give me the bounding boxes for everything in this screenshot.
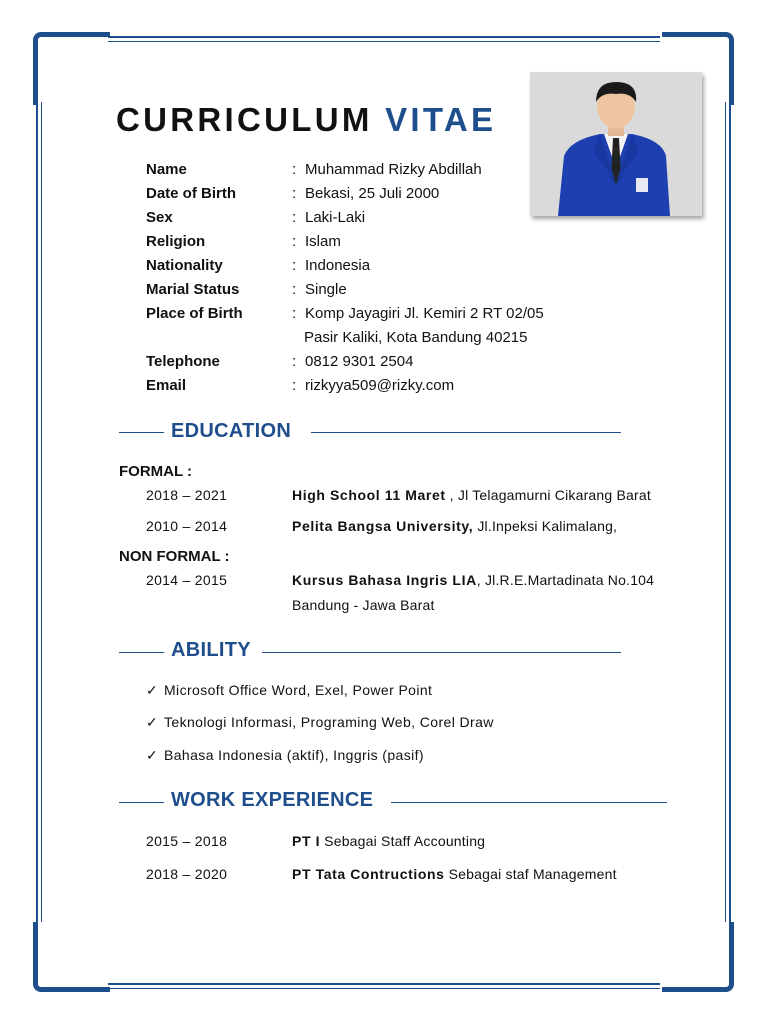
school-name: High School 11 Maret — [292, 487, 446, 503]
ability-item — [146, 714, 494, 731]
info-value: rizkyya509@rizky.com — [305, 377, 455, 394]
info-value: Islam — [305, 233, 341, 250]
education-heading: EDUCATION — [171, 420, 292, 442]
work-years: 2018 – 2020 — [146, 866, 228, 882]
school-name: Kursus Bahasa Ingris LIA — [292, 572, 477, 588]
info-value: Komp Jayagiri Jl. Kemiri 2 RT 02/05 — [305, 305, 544, 322]
info-label: Name — [146, 161, 187, 178]
page-title — [116, 101, 496, 139]
ability-item — [146, 747, 424, 764]
checkmark-icon: ✓ — [146, 747, 159, 763]
title-vitae: VITAE — [385, 101, 497, 138]
education-years: 2018 – 2021 — [146, 487, 228, 503]
info-value: 0812 9301 2504 — [305, 353, 414, 370]
person-photo-icon — [530, 72, 702, 216]
section-rule — [391, 802, 667, 803]
section-rule — [119, 432, 164, 433]
ability-heading: ABILITY — [171, 639, 251, 661]
company-name: PT Tata Contructions — [292, 866, 445, 882]
section-rule — [119, 802, 164, 803]
ability-text: Microsoft Office Word, Exel, Power Point — [164, 682, 433, 698]
info-colon: : — [292, 185, 297, 202]
section-rule — [311, 432, 621, 433]
school-name: Pelita Bangsa University, — [292, 518, 474, 534]
ability-text: Bahasa Indonesia (aktif), Inggris (pasif) — [164, 747, 424, 763]
education-years: 2014 – 2015 — [146, 572, 228, 588]
info-value: Bekasi, 25 Juli 2000 — [305, 185, 440, 202]
work-role: Sebagai Staff Accounting — [320, 833, 486, 849]
profile-photo — [530, 72, 702, 216]
school-address: , Jl Telagamurni Cikarang Barat — [445, 487, 651, 503]
info-value: Indonesia — [305, 257, 371, 274]
info-value: Laki-Laki — [305, 209, 366, 226]
info-label: Sex — [146, 209, 173, 226]
info-label: Religion — [146, 233, 206, 250]
work-detail — [292, 866, 617, 882]
education-detail — [292, 487, 651, 503]
school-address: , Jl.R.E.Martadinata No.104 — [476, 572, 655, 588]
info-label: Marial Status — [146, 281, 240, 298]
formal-label: FORMAL : — [119, 463, 193, 480]
ability-item — [146, 682, 432, 699]
info-colon: : — [292, 353, 297, 370]
company-name: PT I — [292, 833, 321, 849]
info-label: Place of Birth — [146, 305, 243, 322]
ability-text: Teknologi Informasi, Programing Web, Corel Draw — [164, 714, 494, 730]
school-address: Jl.Inpeksi Kalimalang, — [473, 518, 618, 534]
info-label: Nationality — [146, 257, 223, 274]
checkmark-icon: ✓ — [146, 682, 159, 698]
work-experience-heading: WORK EXPERIENCE — [171, 789, 374, 811]
info-colon: : — [292, 257, 297, 274]
checkmark-icon: ✓ — [146, 714, 159, 730]
work-detail — [292, 833, 485, 849]
work-role: Sebagai staf Management — [444, 866, 617, 882]
section-rule — [119, 652, 164, 653]
title-curriculum: CURRICULUM — [116, 101, 373, 138]
info-label: Telephone — [146, 353, 220, 370]
info-label: Date of Birth — [146, 185, 236, 202]
education-detail-cont: Bandung - Jawa Barat — [292, 597, 435, 613]
section-rule — [262, 652, 621, 653]
education-years: 2010 – 2014 — [146, 518, 228, 534]
education-detail — [292, 518, 617, 534]
info-value: Pasir Kaliki, Kota Bandung 40215 — [304, 329, 528, 346]
info-colon: : — [292, 377, 297, 394]
info-colon: : — [292, 281, 297, 298]
info-colon: : — [292, 305, 297, 322]
info-colon: : — [292, 161, 297, 178]
info-value: Single — [305, 281, 347, 298]
work-years: 2015 – 2018 — [146, 833, 228, 849]
info-value: Muhammad Rizky Abdillah — [305, 161, 482, 178]
info-colon: : — [292, 233, 297, 250]
info-label: Email — [146, 377, 187, 394]
nonformal-label: NON FORMAL : — [119, 548, 230, 565]
education-detail — [292, 572, 654, 588]
info-colon: : — [292, 209, 297, 226]
